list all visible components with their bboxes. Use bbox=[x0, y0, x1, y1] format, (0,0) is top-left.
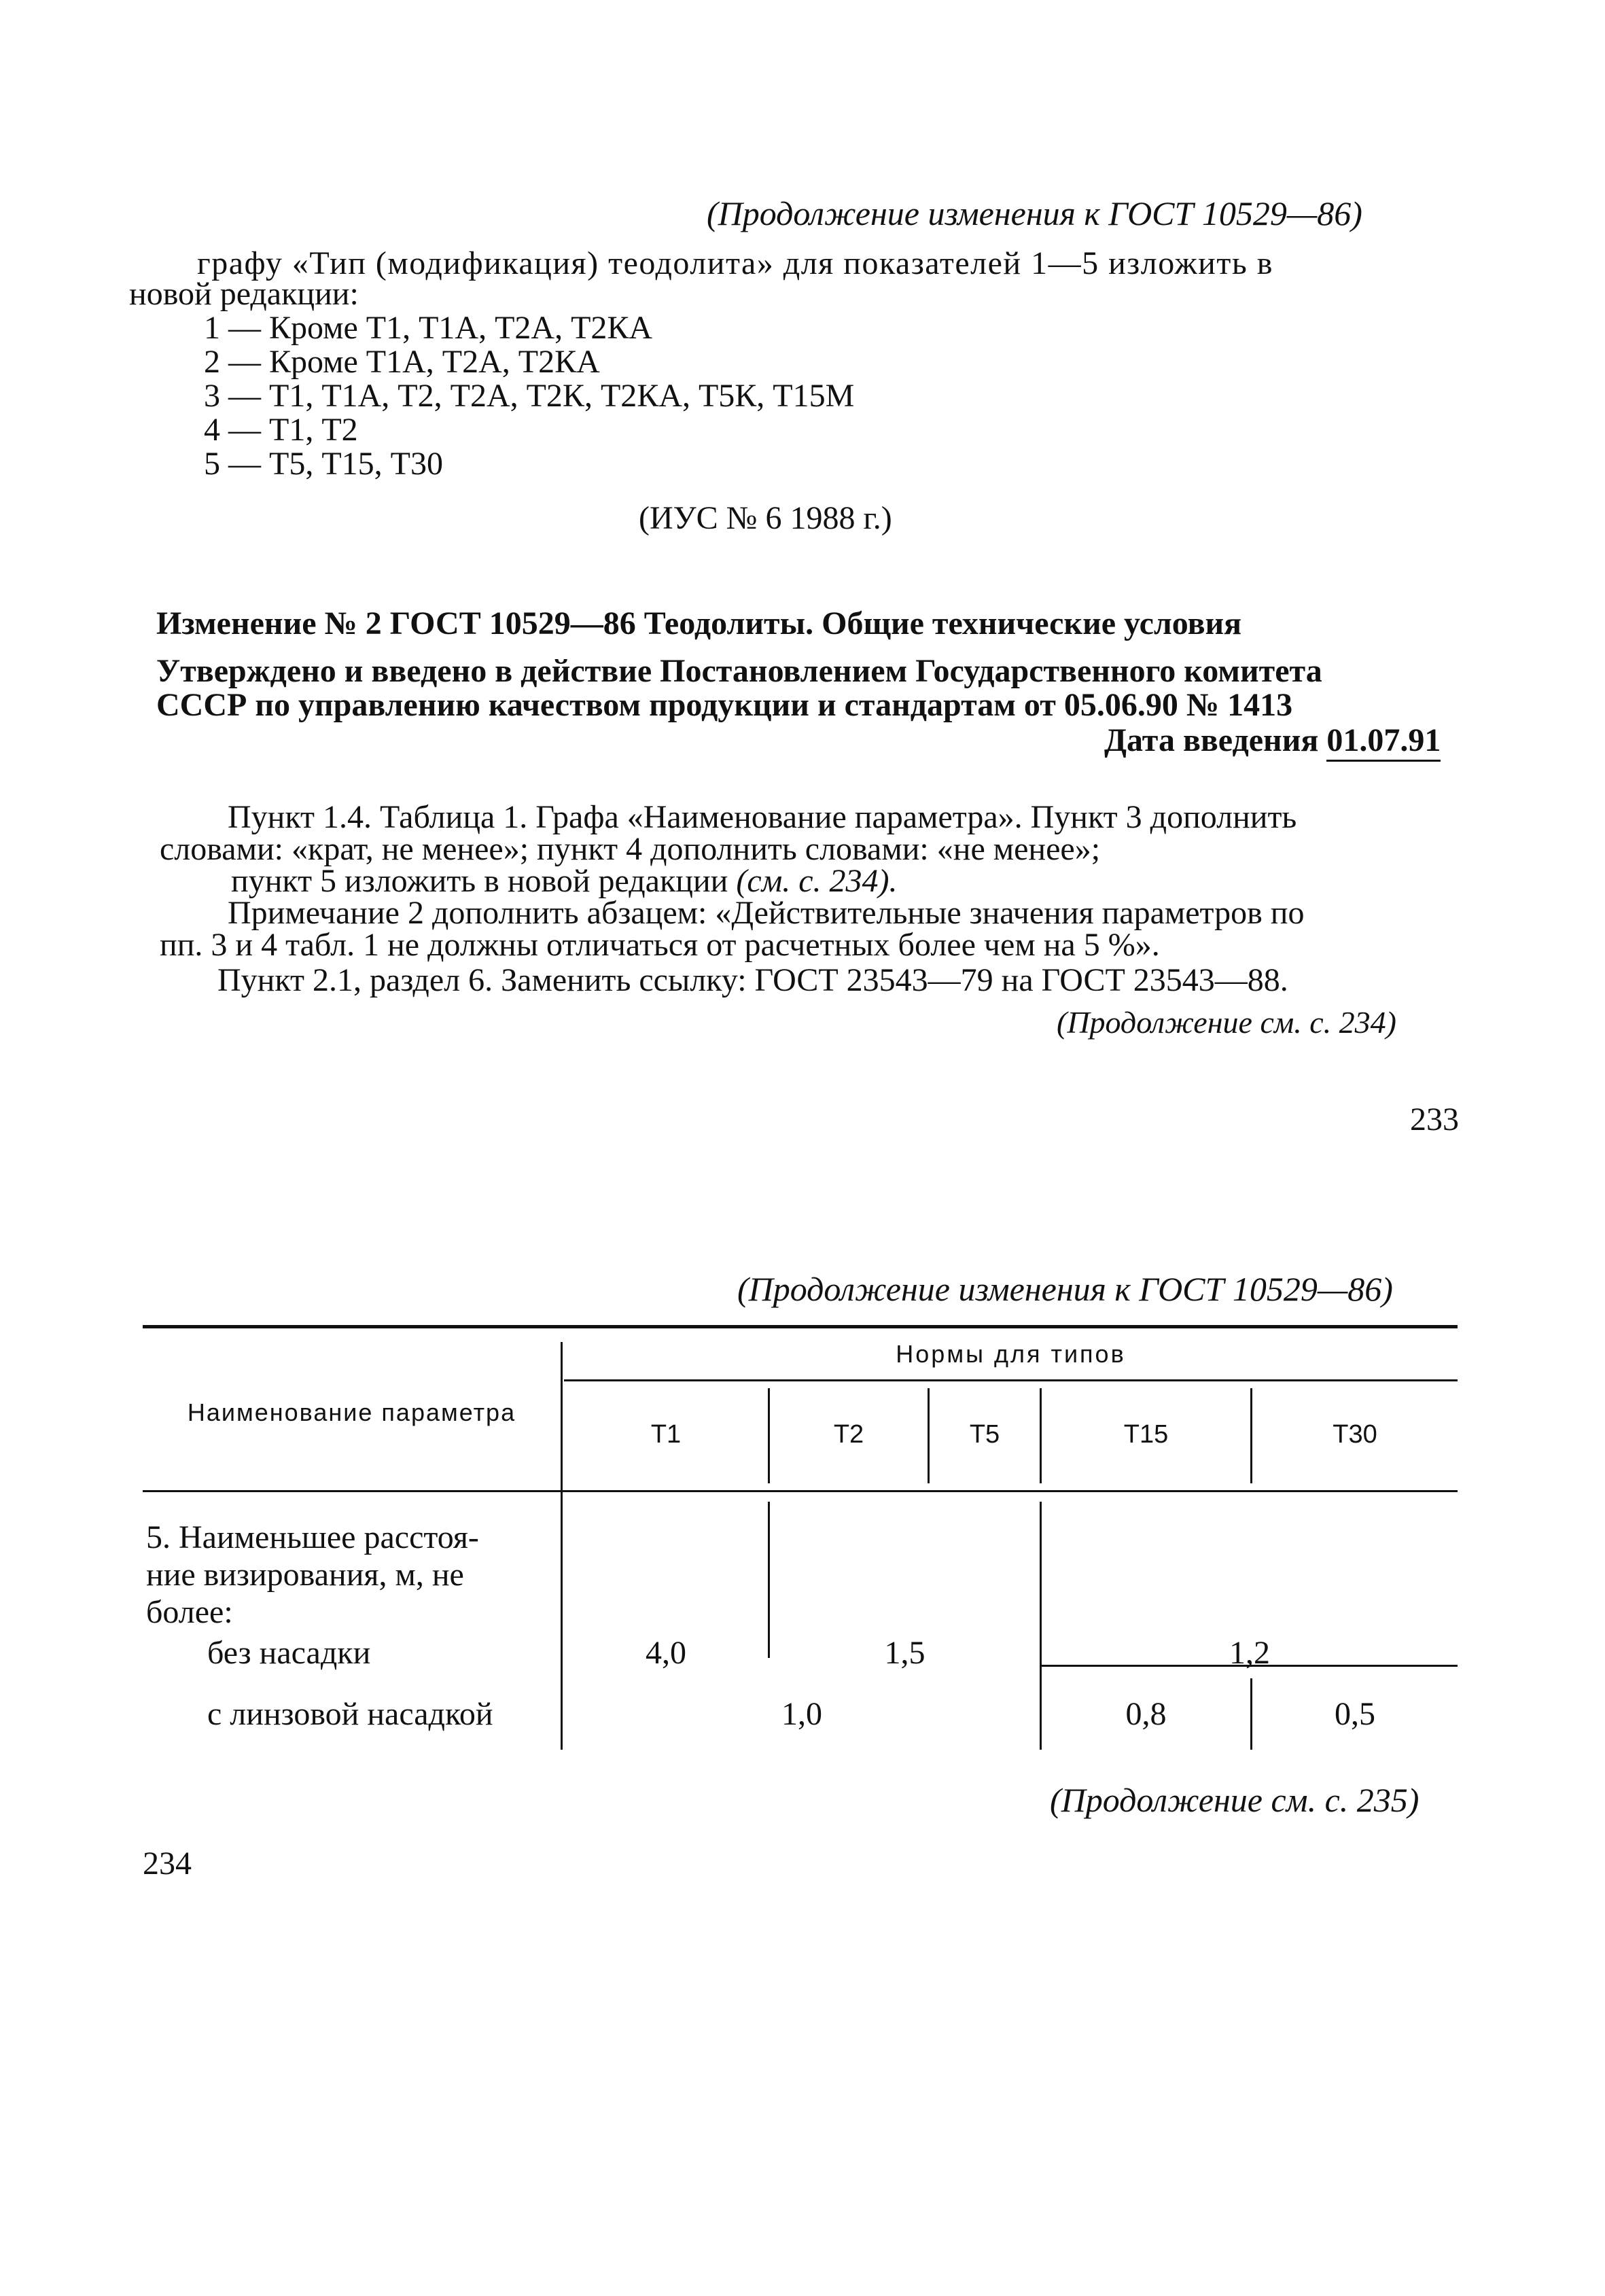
ius-reference: (ИУС № 6 1988 г.) bbox=[639, 500, 892, 536]
type-header-t1: Т1 bbox=[650, 1420, 682, 1449]
page-number: 234 bbox=[143, 1845, 192, 1882]
intro-line-1: графу «Тип (модификация) теодолита» для показателей 1—5 изложить в bbox=[197, 245, 1273, 281]
value-t2-t5-no-attachment: 1,5 bbox=[884, 1635, 925, 1671]
change-title: Изменение № 2 ГОСТ 10529—86 Теодолиты. Общие технические условия bbox=[156, 605, 1242, 641]
param-column-rule bbox=[561, 1342, 563, 1750]
norms-rule bbox=[564, 1379, 1458, 1381]
list-item: 5 — Т5, Т15, Т30 bbox=[204, 446, 443, 482]
list-item: 4 — Т1, Т2 bbox=[204, 412, 358, 448]
type-header-t15: Т15 bbox=[1123, 1420, 1169, 1449]
list-item: 2 — Кроме Т1А, Т2А, Т2КА bbox=[204, 344, 600, 380]
row-label-no-attachment: без насадки bbox=[207, 1635, 371, 1671]
continued-note: (Продолжение см. с. 234) bbox=[1057, 1005, 1396, 1040]
param-header: Наименование параметра bbox=[187, 1398, 516, 1426]
param-line: ние визирования, м, не bbox=[146, 1557, 464, 1593]
body-line: Пункт 2.1, раздел 6. Заменить ссылку: ГОСТ 23543—79 на ГОСТ 23543—88. bbox=[217, 962, 1288, 998]
intro-line-2: новой редакции: bbox=[129, 276, 359, 312]
continuation-header: (Продолжение изменения к ГОСТ 10529—86) bbox=[707, 194, 1362, 232]
header-bottom-rule bbox=[143, 1490, 1458, 1492]
continuation-header: (Продолжение изменения к ГОСТ 10529—86) bbox=[737, 1270, 1393, 1308]
param-line: более: bbox=[146, 1594, 233, 1630]
date-label: Дата введения bbox=[1104, 722, 1319, 758]
row-label-lens-attachment: с линзовой насадкой bbox=[207, 1696, 493, 1732]
type-header-t5: Т5 bbox=[969, 1420, 1000, 1449]
page-number: 233 bbox=[1410, 1101, 1459, 1137]
value-t15-t30-no-attachment: 1,2 bbox=[1229, 1635, 1270, 1671]
approved-line-1: Утверждено и введено в действие Постановлением Государственного комитета bbox=[156, 653, 1322, 689]
param-line: 5. Наименьшее расстоя- bbox=[146, 1519, 479, 1555]
norms-header: Нормы для типов bbox=[896, 1340, 1126, 1368]
body-text: пункт 5 изложить в новой редакции bbox=[231, 863, 728, 899]
type-header-t2: Т2 bbox=[833, 1420, 864, 1449]
date-value: 01.07.91 bbox=[1326, 722, 1441, 762]
continued-note: (Продолжение см. с. 235) bbox=[1050, 1781, 1419, 1819]
value-t15-lens: 0,8 bbox=[1125, 1696, 1167, 1732]
effective-date bbox=[1104, 722, 1441, 759]
approved-line-2: СССР по управлению качеством продукции и стандартам от 05.06.90 № 1413 bbox=[156, 687, 1293, 723]
type-header-t30: Т30 bbox=[1333, 1420, 1377, 1449]
body-line: пп. 3 и 4 табл. 1 не должны отличаться от расчетных более чем на 5 %». bbox=[160, 927, 1160, 963]
value-t1-no-attachment: 4,0 bbox=[646, 1635, 686, 1671]
value-t30-lens: 0,5 bbox=[1335, 1696, 1375, 1732]
value-t1-t5-lens: 1,0 bbox=[781, 1696, 822, 1732]
page-reference: (см. с. 234). bbox=[736, 863, 898, 899]
list-item: 1 — Кроме Т1, Т1А, Т2А, Т2КА bbox=[204, 310, 653, 346]
body-line: Пункт 1.4. Таблица 1. Графа «Наименование параметра». Пункт 3 дополнить bbox=[228, 799, 1297, 835]
body-line: Примечание 2 дополнить абзацем: «Действительные значения параметров по bbox=[228, 895, 1305, 931]
list-item: 3 — Т1, Т1А, Т2, Т2А, Т2К, Т2КА, Т5К, Т15М bbox=[204, 378, 855, 414]
body-line: словами: «крат, не менее»; пункт 4 дополнить словами: «не менее»; bbox=[160, 831, 1101, 867]
table-top-rule bbox=[143, 1325, 1458, 1328]
